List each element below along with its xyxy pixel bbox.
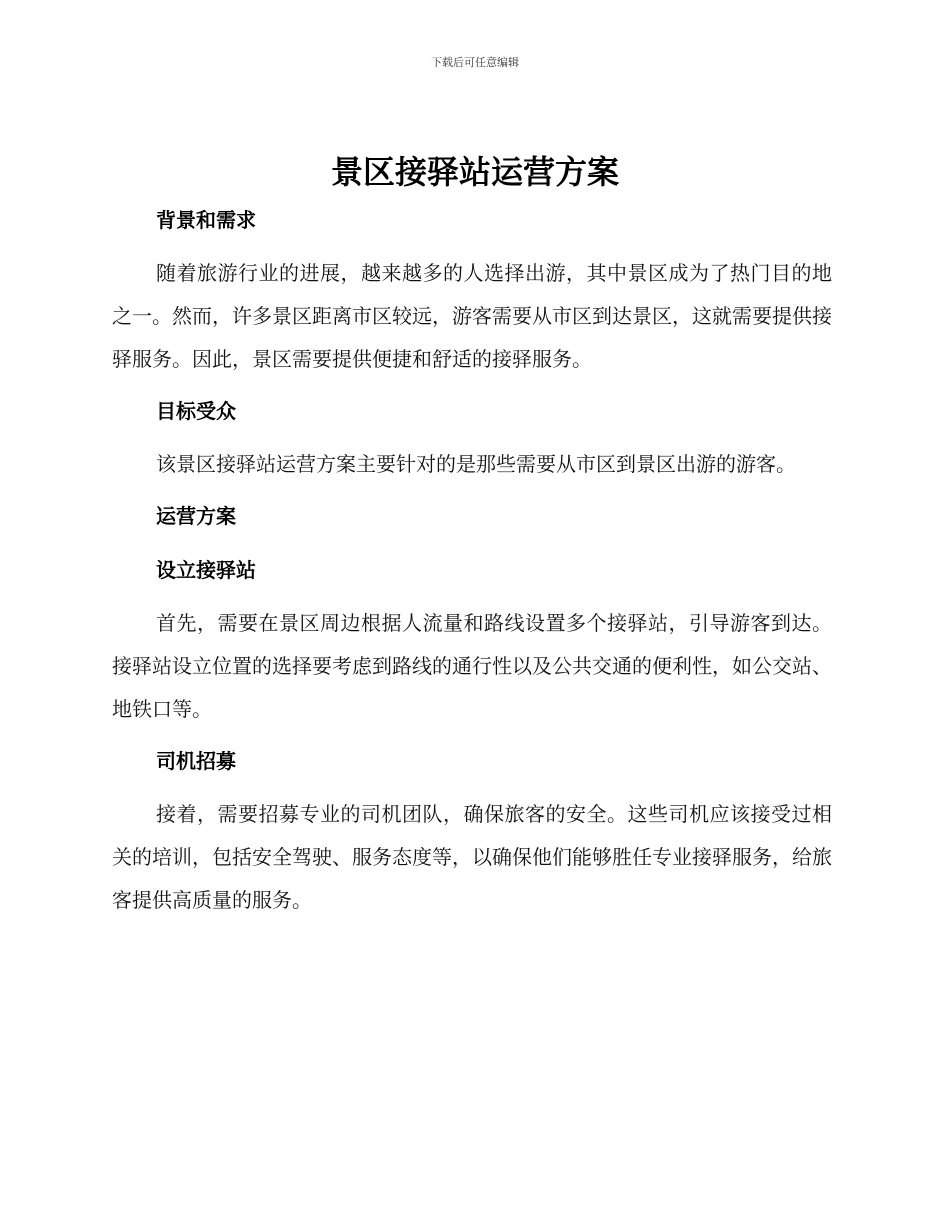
section-paragraph-background: 随着旅游行业的进展，越来越多的人选择出游，其中景区成为了热门目的地之一。然而，许多景区距离市区较远，游客需要从市区到达景区，这就需要提供接驿服务。因此，景区需要提供便捷和舒适的接驿服务。: [112, 261, 832, 371]
section-heading-background: 背景和需求: [156, 208, 256, 232]
section-paragraph-drivers: 接着，需要招募专业的司机团队，确保旅客的安全。这些司机应该接受过相关的培训，包括安全驾驶、服务态度等，以确保他们能够胜任专业接驿服务，给旅客提供高质量的服务。: [112, 802, 832, 912]
section-heading-drivers: 司机招募: [156, 749, 236, 773]
document-title: 景区接驿站运营方案: [330, 153, 619, 191]
section-heading-operation: 运营方案: [156, 504, 236, 528]
section-paragraph-stations: 首先，需要在景区周边根据人流量和路线设置多个接驿站，引导游客到达。接驿站设立位置的选择要考虑到路线的通行性以及公共交通的便利性，如公交站、地铁口等。: [112, 611, 832, 721]
document-body: [112, 200, 832, 922]
section-heading-audience: 目标受众: [156, 399, 236, 423]
section-heading-stations: 设立接驿站: [156, 558, 256, 582]
header-note: 下载后可任意编辑: [431, 56, 519, 69]
section-paragraph-audience: 该景区接驿站运营方案主要针对的是那些需要从市区到景区出游的游客。: [156, 452, 796, 476]
